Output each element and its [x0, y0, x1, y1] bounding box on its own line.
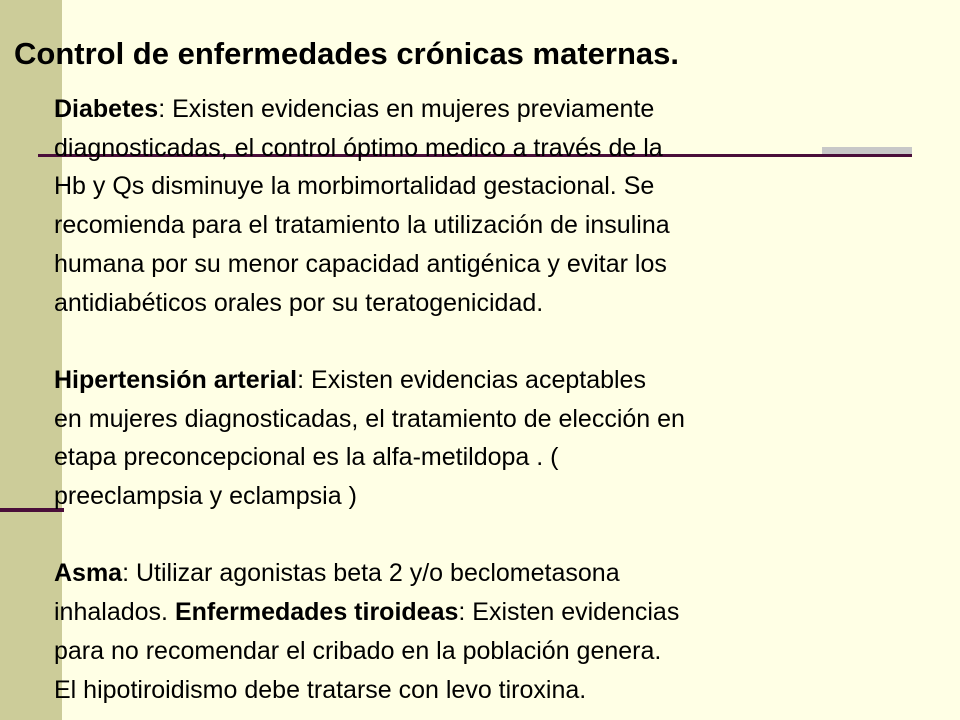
asma-line-1 — [54, 554, 914, 593]
diabetes-text: : Existen evidencias en mujeres previamente — [158, 95, 655, 123]
paragraph-spacer — [54, 322, 914, 361]
asma-line-2 — [54, 593, 914, 632]
paragraph-spacer — [54, 516, 914, 555]
asma-label: Asma — [54, 559, 123, 588]
diabetes-line-5: humana por su menor capacidad antigénica y evitar los — [54, 249, 667, 278]
diabetes-line-6: antidiabéticos orales por su teratogenicidad. — [54, 288, 544, 317]
asma-text-continued: inhalados. — [54, 598, 175, 627]
tiroides-line-4: El hipotiroidismo debe tratarse con levo tiroxina. — [54, 675, 587, 704]
diabetes-label: Diabetes — [54, 95, 159, 123]
asma-paragraph — [54, 554, 914, 709]
diabetes-line-4: recomienda para el tratamiento la utilización de insulina — [54, 211, 670, 240]
hipertension-text: : Existen evidencias aceptables — [297, 365, 646, 394]
hipertension-line-3: etapa preconcepcional es la alfa-metildopa . ( — [54, 443, 559, 472]
diabetes-line-3: Hb y Qs disminuye la morbimortalidad gestacional. Se — [54, 172, 655, 201]
diabetes-line-2: diagnosticadas, el control óptimo medico a través de la — [54, 133, 663, 162]
diabetes-line-1 — [54, 90, 914, 129]
slide-title: Control de enfermedades crónicas maternas. — [14, 36, 680, 71]
hipertension-label: Hipertensión arterial — [54, 365, 298, 394]
hipertension-line-4: preeclampsia y eclampsia ) — [54, 482, 357, 511]
left-accent-bar — [0, 0, 62, 720]
tiroides-label: Enfermedades tiroideas — [174, 598, 459, 627]
hipertension-line-1 — [54, 361, 914, 400]
slide-body — [54, 90, 914, 709]
tiroides-text: : Existen evidencias — [458, 598, 680, 627]
hipertension-paragraph — [54, 361, 914, 516]
asma-text: : Utilizar agonistas beta 2 y/o beclometasona — [122, 559, 620, 588]
diabetes-paragraph — [54, 90, 914, 322]
hipertension-line-2: en mujeres diagnosticadas, el tratamiento de elección en — [54, 404, 685, 433]
tiroides-line-3: para no recomendar el cribado en la población genera. — [54, 636, 662, 665]
